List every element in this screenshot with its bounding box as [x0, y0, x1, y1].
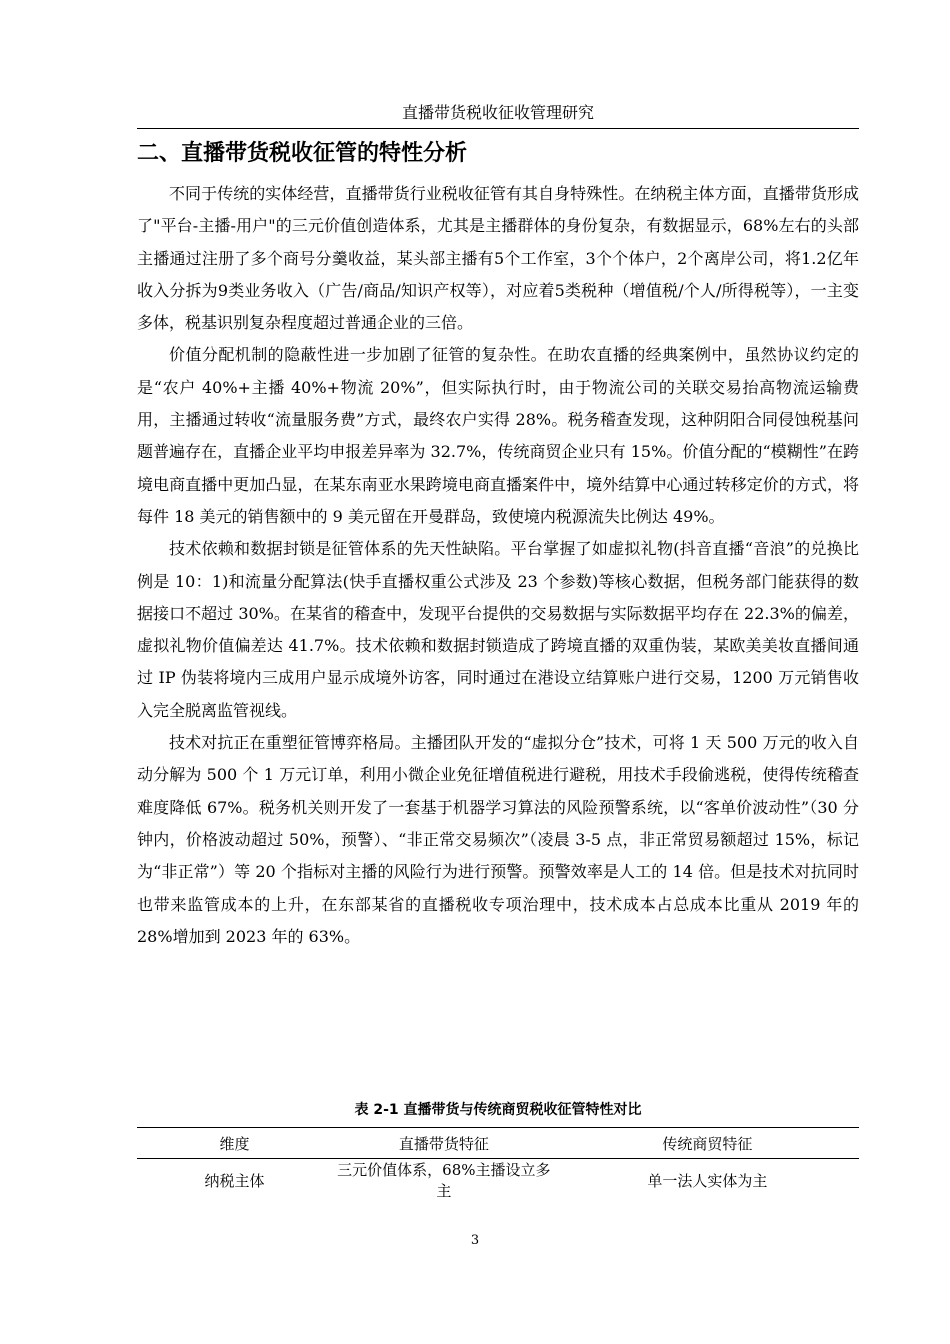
table-cell: 三元价值体系，68%主播设立多主 — [337, 1161, 551, 1200]
body-text — [137, 178, 859, 953]
table-caption: 表 2-1 直播带货与传统商贸税收征管特性对比 — [354, 1102, 642, 1118]
table-row — [137, 1159, 859, 1202]
paragraph-4: 技术对抗正在重塑征管博弈格局。主播团队开发的“虚拟分仓”技术，可将 1 天 500 万元的收入自动分解为 500 个 1 万元订单，利用小微企业免征增值税进行避税，用技术手段偷逃税，使得传统稽查难度降低 67%。税务机关则开发了一套基于机器学习算法的风险预警系统，以“客单价波动性”（30 分钟内，价格波动超过 50%，预警）、“非正常交易频次”（凌晨 3-5 点，非正常贸易额超过 15%，标记为“非正常”）等 20 个指标对主播的风险行为进行预警。预警效率是人工的 14 倍。但是技术对抗同时也带来监管成本的上升，在东部某省的直播税收专项治理中，技术成本占总成本比重从 2019 年的 28%增加到 2023 年的 63%。 — [137, 733, 859, 946]
table-header-row — [137, 1128, 859, 1159]
paragraph-3: 技术依赖和数据封锁是征管体系的先天性缺陷。平台掌握了如虚拟礼物(抖音直播“音浪”的兑换比例是 10：1)和流量分配算法(快手直播权重公式涉及 23 个参数)等核心数据，但税务部门能获得的数据接口不超过 30%。在某省的稽查中，发现平台提供的交易数据与实际数据平均存在 22.3%的偏差，虚拟礼物价值偏差达 41.7%。技术依赖和数据封锁造成了跨境直播的双重伪装，某欧美美妆直播间通过 IP 伪装将境内三成用户显示成境外访客，同时通过在港设立结算账户进行交易，1200 万元销售收入完全脱离监管视线。 — [137, 539, 859, 720]
paragraph-1: 不同于传统的实体经营，直播带货行业税收征管有其自身特殊性。在纳税主体方面，直播带货形成了"平台-主播-用户"的三元价值创造体系，尤其是主播群体的身份复杂，有数据显示，68%左右的头部主播通过注册了多个商号分羹收益，某头部主播有5个工作室，3个个体户，2个离岸公司，将1.2亿年收入分拆为9类业务收入（广告/商品/知识产权等），对应着5类税种（增值税/个人/所得税等），一主变多体，税基识别复杂程度超过普通企业的三倍。 — [137, 184, 859, 333]
table-cell: 纳税主体 — [204, 1171, 265, 1190]
table-header-cell: 直播带货特征 — [332, 1128, 556, 1159]
paragraph-2: 价值分配机制的隐蔽性进一步加剧了征管的复杂性。在助农直播的经典案例中，虽然协议约定的是“农户 40%+主播 40%+物流 20%”，但实际执行时，由于物流公司的关联交易抬高物流运输费用，主播通过转收“流量服务费”方式，最终农户实得 28%。税务稽查发现，这种阴阳合同侵蚀税基问题普遍存在，直播企业平均申报差异率为 32.7%，传统商贸企业只有 15%。价值分配的“模糊性”在跨境电商直播中更加凸显，在某东南亚水果跨境电商直播案件中，境外结算中心通过转移定价的方式，将每件 18 美元的销售额中的 9 美元留在开曼群岛，致使境内税源流失比例达 49%。 — [137, 345, 859, 526]
table-cell: 单一法人实体为主 — [647, 1171, 768, 1190]
page-number: 3 — [470, 1233, 480, 1248]
section-heading: 二、直播带货税收征管的特性分析 — [137, 141, 468, 166]
comparison-table — [137, 1127, 859, 1201]
table-header-cell: 传统商贸特征 — [556, 1128, 859, 1159]
table-header-cell: 维度 — [137, 1128, 332, 1159]
running-header: 直播带货税收征收管理研究 — [137, 100, 859, 129]
